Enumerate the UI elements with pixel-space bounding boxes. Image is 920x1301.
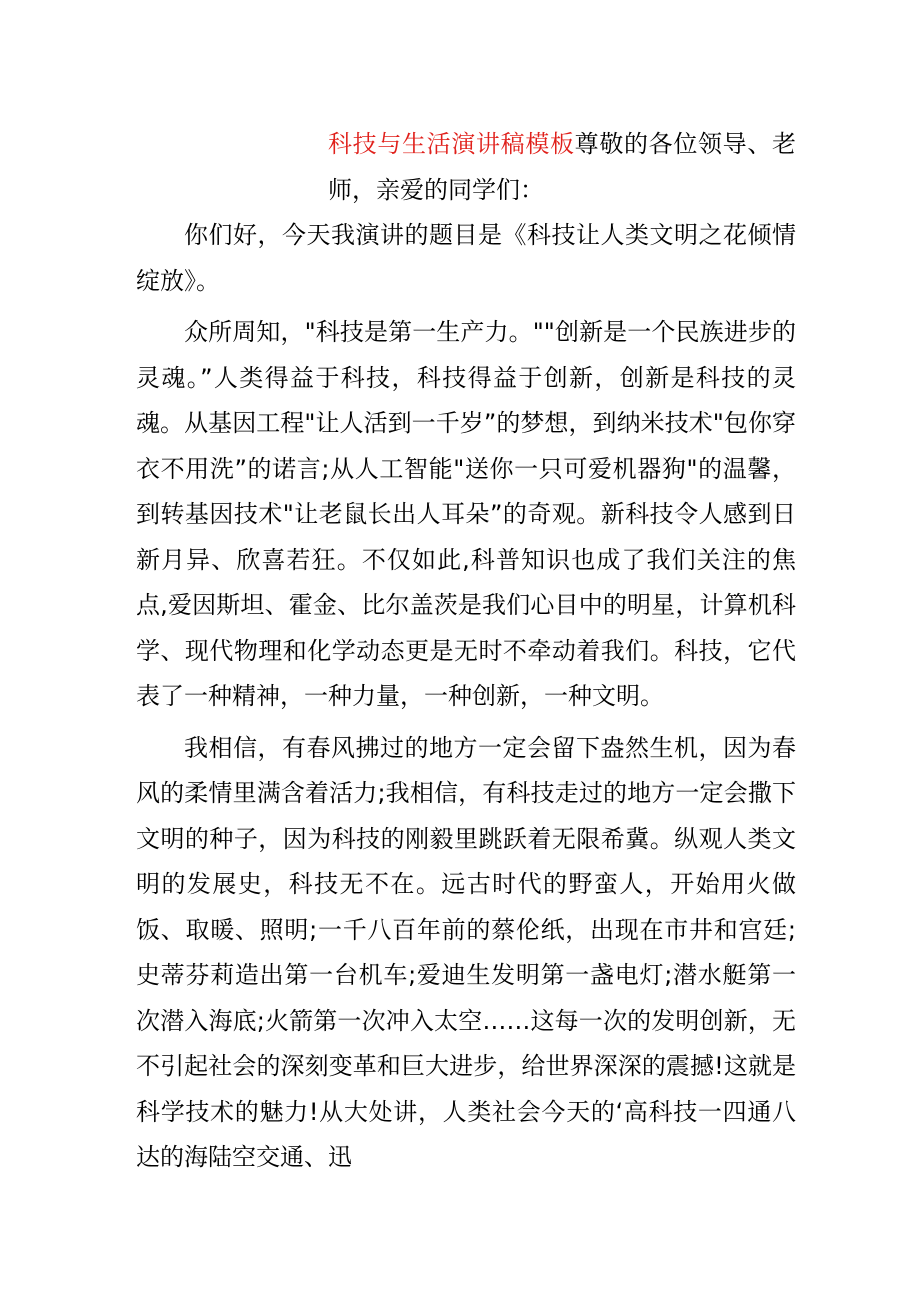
document-title: 科技与生活演讲稿模板 [328,130,575,158]
opening-paragraph [136,122,796,213]
body-paragraph-1: 众所周知，"科技是第一生产力。""创新是一个民族进步的灵魂。”人类得益于科技，科技得益于创新，创新是科技的灵魂。从基因工程"让人活到一千岁”的梦想，到纳米技术"包你穿衣不用洗”的诺言;从人工智能"送你一只可爱机器狗"的温馨，到转基因技术"让老鼠长出人耳朵”的奇观。新科技令人感到日新月异、欣喜若狂。不仅如此,科普知识也成了我们关注的焦点,爱因斯坦、霍金、比尔盖茨是我们心目中的明星，计算机科学、现代物理和化学动态更是无时不牵动着我们。科技，它代表了一种精神，一种力量，一种创新，一种文明。 [136,318,796,710]
body-paragraph-2: 我相信，有春风拂过的地方一定会留下盎然生机，因为春风的柔情里满含着活力;我相信，有科技走过的地方一定会撒下文明的种子，因为科技的刚毅里跳跃着无限希冀。纵观人类文明的发展史，科技无不在。远古时代的野蛮人，开始用火做饭、取暖、照明;一千八百年前的蔡伦纸，出现在市井和宫廷;史蒂芬莉造出第一台机车;爱迪生发明第一盏电灯;潜水艇第一次潜入海底;火箭第一次冲入太空……这每一次的发明创新，无不引起社会的深刻变革和巨大进步，给世界深深的震撼!这就是科学技术的魅力!从大处讲，人类社会今天的‘高科技一四通八达的海陆空交通、迅 [136,733,796,1171]
greeting-paragraph: 你们好，今天我演讲的题目是《科技让人类文明之花倾情绽放》。 [136,221,796,295]
salutation-text: 尊敬的各位领导、老师，亲爱的同学们： [328,130,797,204]
document-body [136,122,796,1181]
